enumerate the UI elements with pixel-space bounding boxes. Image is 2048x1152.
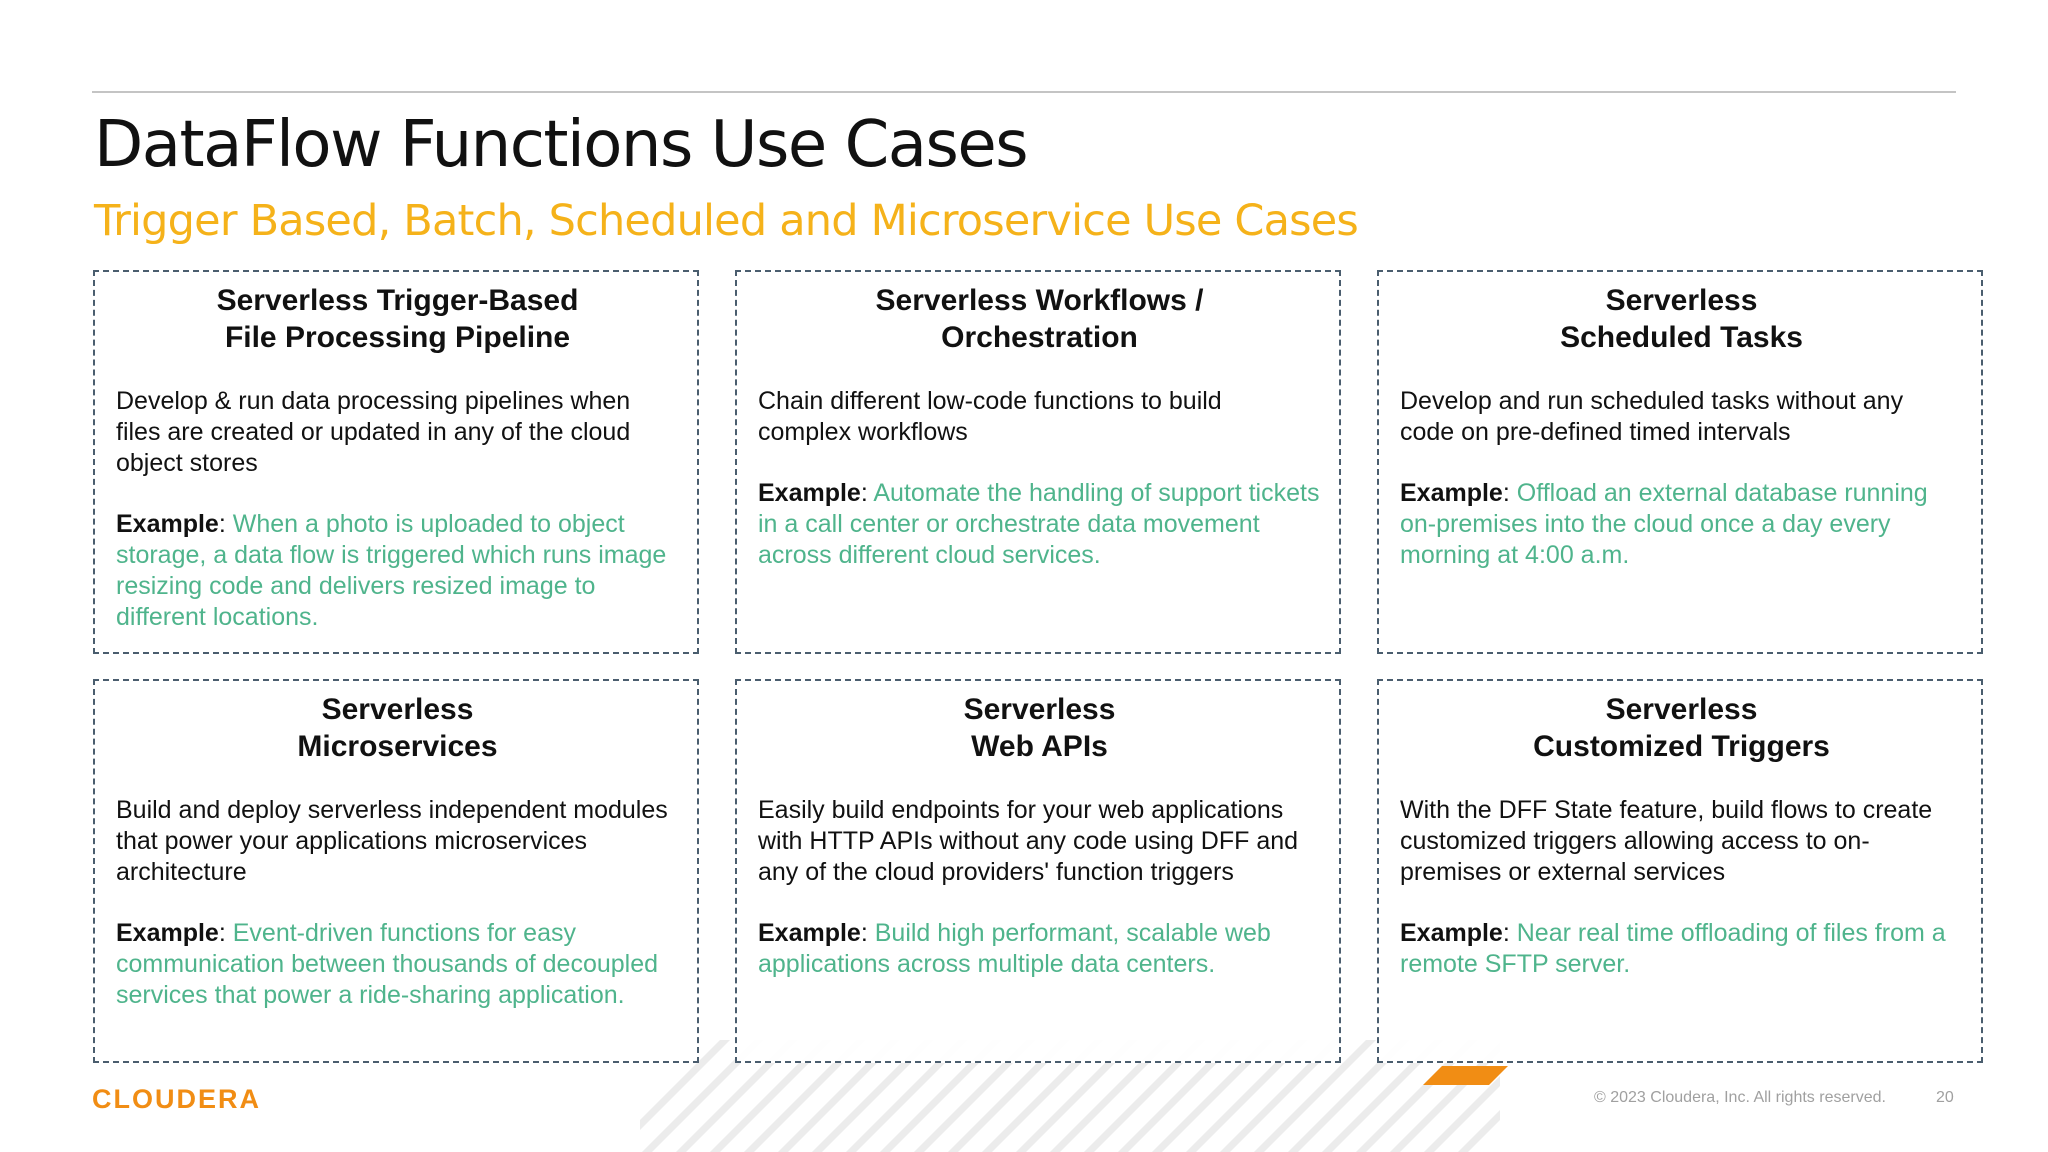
card-title-line: Serverless xyxy=(963,693,1116,726)
card-title-line: Orchestration xyxy=(941,321,1138,354)
card-title-line: Scheduled Tasks xyxy=(1560,321,1803,354)
card-description: Easily build endpoints for your web applications with HTTP APIs without any code using DFF and any of the cloud providers' function triggers xyxy=(758,796,1299,886)
card-title-line: Customized Triggers xyxy=(1533,730,1830,763)
card-description: Build and deploy serverless independent modules that power your applications microservices architecture xyxy=(116,796,668,886)
use-case-card xyxy=(93,679,699,1063)
example-label: Example xyxy=(1400,919,1503,947)
copyright-notice: © 2023 Cloudera, Inc. All rights reserved. xyxy=(1594,1089,1886,1106)
cloudera-logo: CLOUDERA xyxy=(92,1084,261,1114)
card-example: Example: Near real time offloading of files from a remote SFTP server. xyxy=(1400,919,1946,978)
card-title xyxy=(116,691,679,765)
card-example: Example: Offload an external database running on-premises into the cloud once a day every morning at 4:00 a.m. xyxy=(1400,479,1928,569)
card-description: Develop & run data processing pipelines when files are created or updated in any of the cloud object stores xyxy=(116,387,631,477)
use-case-card xyxy=(1377,270,1983,654)
example-text: Automate the handling of support tickets in a call center or orchestrate data movement across different cloud services. xyxy=(758,479,1320,569)
card-title-line: Serverless xyxy=(1605,693,1758,726)
card-example: Example: Build high performant, scalable web applications across multiple data centers. xyxy=(758,919,1271,978)
page-subtitle: Trigger Based, Batch, Scheduled and Microservice Use Cases xyxy=(94,196,1359,246)
page-title: DataFlow Functions Use Cases xyxy=(94,108,1028,182)
card-example: Example: Event-driven functions for easy communication between thousands of decoupled services that power a ride-sharing application. xyxy=(116,919,659,1009)
card-title xyxy=(1400,691,1963,765)
example-label: Example xyxy=(758,919,861,947)
page-number: 20 xyxy=(1936,1089,1954,1106)
card-title xyxy=(116,282,679,356)
example-label: Example xyxy=(116,510,219,538)
example-label: Example xyxy=(116,919,219,947)
example-text: Near real time offloading of files from a remote SFTP server. xyxy=(1400,919,1946,978)
card-description: Develop and run scheduled tasks without any code on pre-defined timed intervals xyxy=(1400,387,1904,446)
card-title-line: Web APIs xyxy=(971,730,1108,763)
example-text: Build high performant, scalable web applications across multiple data centers. xyxy=(758,919,1271,978)
use-case-card xyxy=(1377,679,1983,1063)
example-label: Example xyxy=(758,479,861,507)
example-text: When a photo is uploaded to object storage, a data flow is triggered which runs image resizing code and delivers resized image to different locations. xyxy=(116,510,667,631)
card-description: Chain different low-code functions to build complex workflows xyxy=(758,387,1222,446)
card-title-line: Serverless xyxy=(1605,284,1758,317)
use-case-card xyxy=(735,270,1341,654)
card-description: With the DFF State feature, build flows to create customized triggers allowing access to on-premises or external services xyxy=(1400,796,1933,886)
use-case-card xyxy=(735,679,1341,1063)
card-example: Example: When a photo is uploaded to object storage, a data flow is triggered which runs image resizing code and delivers resized image to different locations. xyxy=(116,510,667,631)
example-text: Event-driven functions for easy communication between thousands of decoupled services that power a ride-sharing application. xyxy=(116,919,659,1009)
card-title-line: File Processing Pipeline xyxy=(224,321,571,354)
card-title xyxy=(758,282,1321,356)
card-title xyxy=(1400,282,1963,356)
example-label: Example xyxy=(1400,479,1503,507)
card-title-line: Serverless Workflows / xyxy=(875,284,1204,317)
card-example: Example: Automate the handling of support tickets in a call center or orchestrate data movement across different cloud services. xyxy=(758,479,1320,569)
top-divider xyxy=(92,91,1956,93)
card-title-line: Microservices xyxy=(297,730,498,763)
card-title-line: Serverless Trigger-Based xyxy=(216,284,579,317)
card-title xyxy=(758,691,1321,765)
card-title-line: Serverless xyxy=(321,693,474,726)
use-case-card xyxy=(93,270,699,654)
example-text: Offload an external database running on-premises into the cloud once a day every morning at 4:00 a.m. xyxy=(1400,479,1928,569)
